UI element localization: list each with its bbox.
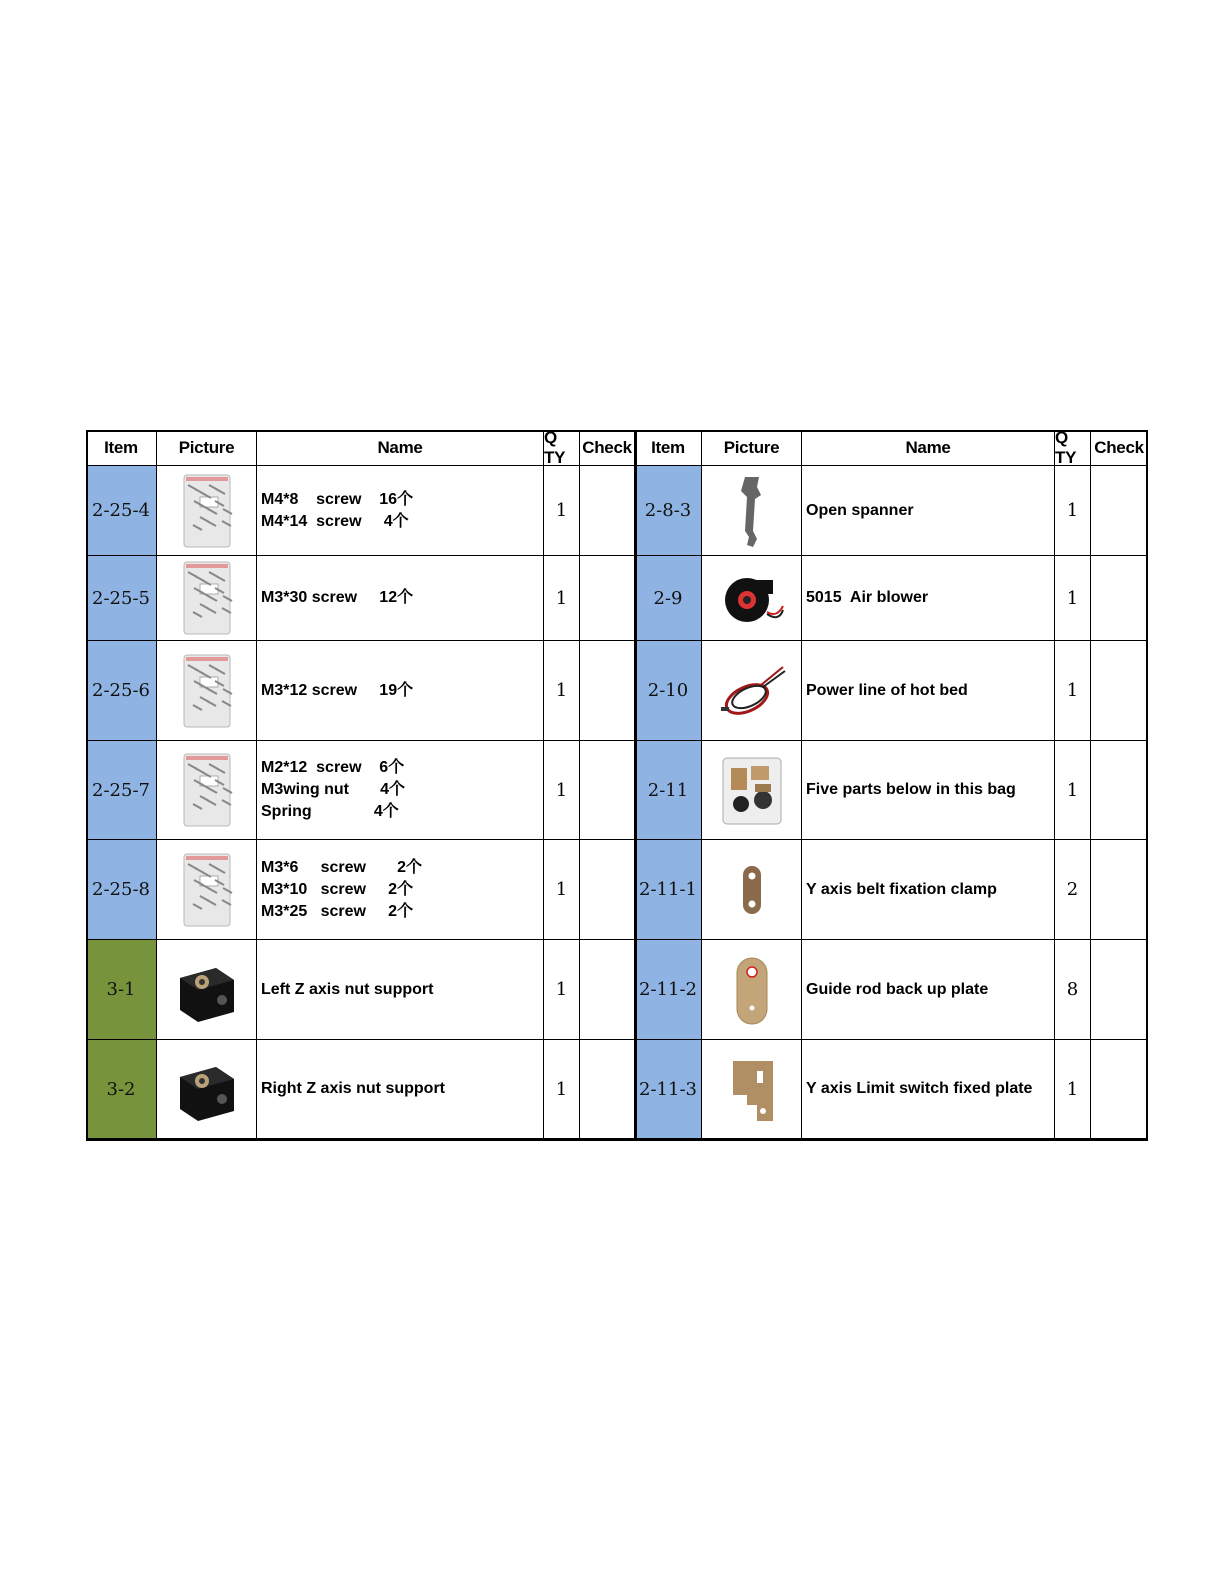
- right-row-4-qty: 1: [1055, 741, 1091, 840]
- screw-bag-icon: [172, 750, 242, 830]
- right-row-6-picture: [702, 940, 802, 1040]
- nut-support-left-icon: [172, 950, 242, 1030]
- right-header-qty: Q TY: [1055, 430, 1091, 466]
- right-row-7-part-name: [802, 1040, 1055, 1139]
- left-row-3-part-name: [257, 641, 544, 741]
- left-row-2-picture: [157, 556, 257, 641]
- right-header-picture: Picture: [702, 430, 802, 466]
- part-name-line: Guide rod back up plate: [806, 980, 989, 998]
- right-row-2-part-name: [802, 556, 1055, 641]
- left-row-2-item-number: 2-25-5: [86, 556, 157, 641]
- screw-bag-icon: [172, 471, 242, 551]
- right-row-5-item-number: 2-11-1: [635, 840, 702, 940]
- left-row-2-qty: 1: [544, 556, 580, 641]
- part-name-line: Power line of hot bed: [806, 681, 968, 699]
- left-row-5-check-box[interactable]: [580, 840, 635, 940]
- screw-bag-icon: [172, 850, 242, 930]
- right-row-6-qty: 8: [1055, 940, 1091, 1040]
- right-row-1-item-number: 2-8-3: [635, 466, 702, 556]
- left-row-7-picture: [157, 1040, 257, 1139]
- right-row-4-part-name: [802, 741, 1055, 840]
- right-row-3-check-box[interactable]: [1091, 641, 1148, 741]
- left-row-3-picture: [157, 641, 257, 741]
- right-row-5-picture: [702, 840, 802, 940]
- part-name-line: M3*6 screw 2个: [261, 858, 422, 876]
- left-row-3-check-box[interactable]: [580, 641, 635, 741]
- right-row-6-part-name: [802, 940, 1055, 1040]
- part-name-line: 5015 Air blower: [806, 589, 929, 606]
- part-name-line: M4*14 screw 4个: [261, 512, 409, 530]
- left-row-2-part-name: [257, 556, 544, 641]
- right-row-4-item-number: 2-11: [635, 741, 702, 840]
- right-row-6-item-number: 2-11-2: [635, 940, 702, 1040]
- right-row-1-qty: 1: [1055, 466, 1091, 556]
- left-row-6-item-number: 3-1: [86, 940, 157, 1040]
- left-row-7-qty: 1: [544, 1040, 580, 1139]
- part-name-line: Left Z axis nut support: [261, 980, 434, 998]
- left-row-5-item-number: 2-25-8: [86, 840, 157, 940]
- part-name-line: M3*25 screw 2个: [261, 902, 414, 920]
- right-header-check: Check: [1091, 430, 1148, 466]
- right-header-item: Item: [635, 430, 702, 466]
- right-row-3-item-number: 2-10: [635, 641, 702, 741]
- left-row-7-part-name: [257, 1040, 544, 1139]
- left-row-6-check-box[interactable]: [580, 940, 635, 1040]
- part-name-line: Spring 4个: [261, 803, 399, 820]
- left-header-check: Check: [580, 430, 635, 466]
- left-header-qty: Q TY: [544, 430, 580, 466]
- right-row-5-qty: 2: [1055, 840, 1091, 940]
- guide-plate-icon: [717, 950, 787, 1030]
- left-row-4-qty: 1: [544, 741, 580, 840]
- left-row-4-part-name: [257, 741, 544, 840]
- screw-bag-icon: [172, 558, 242, 638]
- right-row-4-picture: [702, 741, 802, 840]
- left-header-picture: Picture: [157, 430, 257, 466]
- switch-plate-icon: [717, 1049, 787, 1129]
- part-name-line: Y axis Limit switch fixed plate: [806, 1080, 1033, 1097]
- left-row-5-picture: [157, 840, 257, 940]
- right-row-1-picture: [702, 466, 802, 556]
- left-row-1-qty: 1: [544, 466, 580, 556]
- right-row-6-check-box[interactable]: [1091, 940, 1148, 1040]
- cable-icon: [717, 651, 787, 731]
- screw-bag-icon: [172, 651, 242, 731]
- right-row-7-picture: [702, 1040, 802, 1139]
- left-row-6-part-name: [257, 940, 544, 1040]
- part-name-line: Open spanner: [806, 501, 914, 519]
- part-name-line: M4*8 screw 16个: [261, 490, 414, 508]
- left-row-1-part-name: [257, 466, 544, 556]
- right-row-3-picture: [702, 641, 802, 741]
- part-name-line: Y axis belt fixation clamp: [806, 880, 997, 898]
- part-name-line: M3*12 screw 19个: [261, 681, 414, 699]
- right-row-1-check-box[interactable]: [1091, 466, 1148, 556]
- right-row-2-check-box[interactable]: [1091, 556, 1148, 641]
- part-name-line: Five parts below in this bag: [806, 781, 1016, 798]
- left-row-4-picture: [157, 741, 257, 840]
- left-row-5-part-name: [257, 840, 544, 940]
- part-name-line: M3*10 screw 2个: [261, 880, 414, 898]
- right-row-5-part-name: [802, 840, 1055, 940]
- left-row-6-qty: 1: [544, 940, 580, 1040]
- table-center-divider: [634, 430, 637, 1141]
- left-row-1-picture: [157, 466, 257, 556]
- left-row-5-qty: 1: [544, 840, 580, 940]
- part-name-line: M3*30 screw 12个: [261, 589, 414, 606]
- nut-support-right-icon: [172, 1049, 242, 1129]
- right-row-2-item-number: 2-9: [635, 556, 702, 641]
- parts-bag-icon: [717, 750, 787, 830]
- left-row-7-item-number: 3-2: [86, 1040, 157, 1139]
- left-row-2-check-box[interactable]: [580, 556, 635, 641]
- right-row-7-qty: 1: [1055, 1040, 1091, 1139]
- belt-clamp-icon: [717, 850, 787, 930]
- right-row-3-qty: 1: [1055, 641, 1091, 741]
- parts-checklist-table: [86, 430, 1148, 1141]
- right-row-1-part-name: [802, 466, 1055, 556]
- left-row-4-check-box[interactable]: [580, 741, 635, 840]
- left-row-3-item-number: 2-25-6: [86, 641, 157, 741]
- right-header-name: Name: [802, 430, 1055, 466]
- right-row-5-check-box[interactable]: [1091, 840, 1148, 940]
- blower-fan-icon: [717, 558, 787, 638]
- left-row-3-qty: 1: [544, 641, 580, 741]
- right-row-2-qty: 1: [1055, 556, 1091, 641]
- left-row-6-picture: [157, 940, 257, 1040]
- left-row-1-check-box[interactable]: [580, 466, 635, 556]
- left-row-7-check-box[interactable]: [580, 1040, 635, 1139]
- right-row-7-check-box[interactable]: [1091, 1040, 1148, 1139]
- right-row-7-item-number: 2-11-3: [635, 1040, 702, 1139]
- part-name-line: Right Z axis nut support: [261, 1080, 445, 1097]
- left-row-1-item-number: 2-25-4: [86, 466, 157, 556]
- left-header-item: Item: [86, 430, 157, 466]
- right-row-4-check-box[interactable]: [1091, 741, 1148, 840]
- right-row-2-picture: [702, 556, 802, 641]
- left-header-name: Name: [257, 430, 544, 466]
- part-name-line: M2*12 screw 6个: [261, 759, 405, 776]
- left-row-4-item-number: 2-25-7: [86, 741, 157, 840]
- spanner-icon: [717, 471, 787, 551]
- right-row-3-part-name: [802, 641, 1055, 741]
- part-name-line: M3wing nut 4个: [261, 781, 406, 798]
